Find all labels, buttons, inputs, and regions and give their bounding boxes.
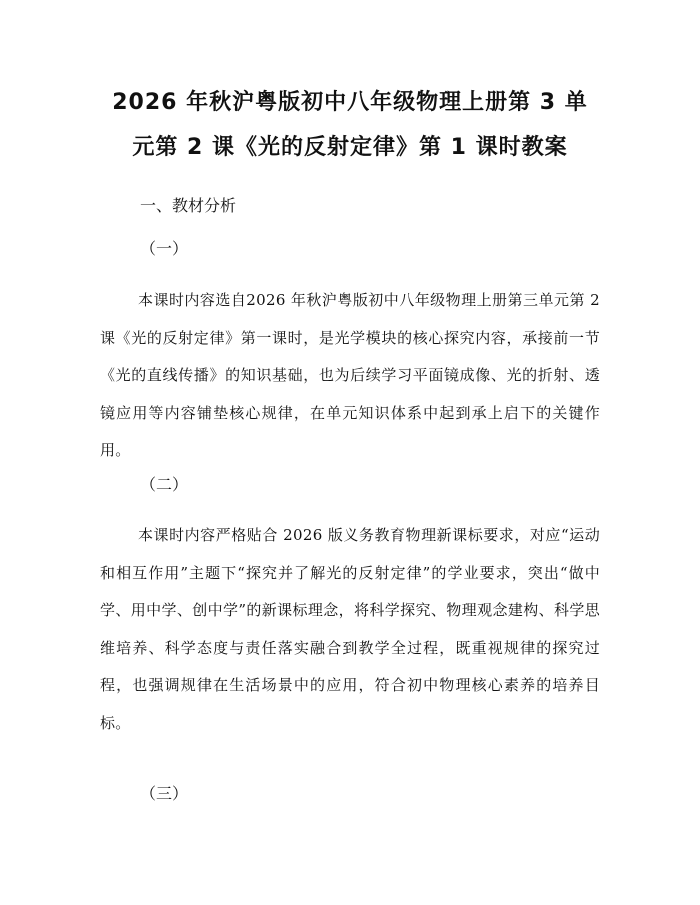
subsection-label-2: （二） xyxy=(140,475,189,494)
document-title-line-1: 2026 年秋沪粤版初中八年级物理上册第 3 单 xyxy=(112,90,588,115)
paragraph-1: 本课时内容选自2026 年秋沪粤版初中八年级物理上册第三单元第 2 课《光的反射定律》第一课时，是光学模块的核心探究内容，承接前一节《光的直线传播》的知识基础，也为后续学习平面镜成像、光的折射、透镜应用等内容铺垫核心规律，在单元知识体系中起到承上启下的关键作用。 xyxy=(100,291,600,460)
section-heading-textbook-analysis: 一、教材分析 xyxy=(140,196,237,215)
subsection-label-3: （三） xyxy=(140,784,189,803)
paragraph-2: 本课时内容严格贴合 2026 版义务教育物理新课标要求，对应“运动和相互作用”主题下“探究并了解光的反射定律”的学业要求，突出“做中学、用中学、创中学”的新课标理念，将科学探究、物理观念建构、科学思维培养、科学态度与责任落实融合到教学全过程，既重视规律的探究过程，也强调规律在生活场景中的应用，符合初中物理核心素养的培养目标。 xyxy=(100,526,600,732)
document-title-line-2: 元第 2 课《光的反射定律》第 1 课时教案 xyxy=(132,135,568,160)
subsection-label-1: （一） xyxy=(140,239,189,258)
